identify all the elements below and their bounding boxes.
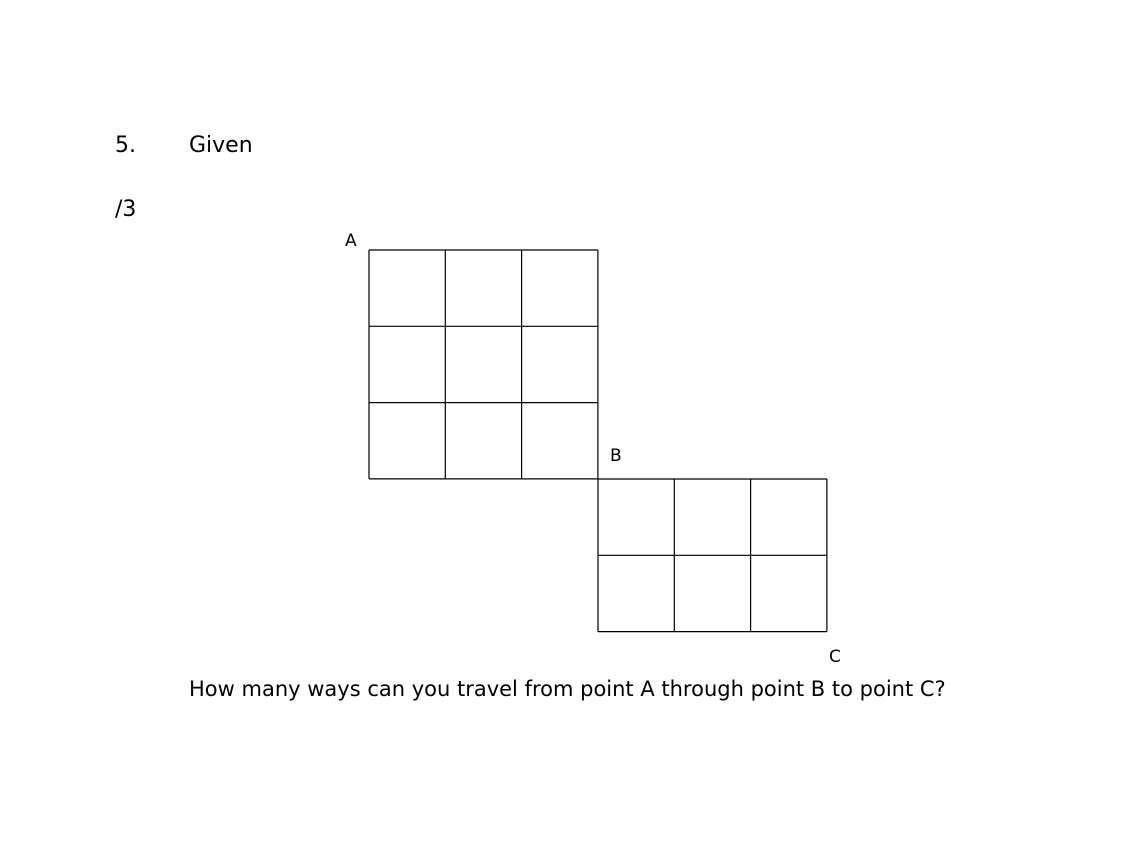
question-lead: Given — [189, 133, 253, 158]
point-b-label: B — [610, 446, 622, 466]
point-a-label: A — [345, 231, 357, 251]
grid-b-to-c — [598, 479, 827, 632]
grid-a-to-b — [369, 250, 598, 479]
point-c-label: C — [829, 647, 841, 667]
question-marks: /3 — [115, 197, 137, 222]
question-number: 5. — [115, 133, 136, 158]
question-text: How many ways can you travel from point A through point B to point C? — [189, 677, 946, 701]
